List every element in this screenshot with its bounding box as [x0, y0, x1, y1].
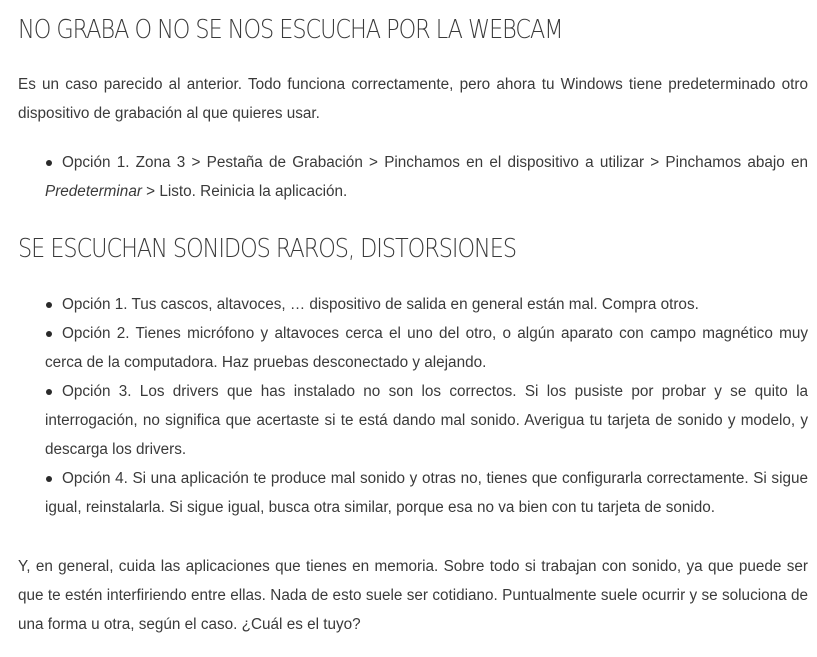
list-item-text: Opción 1. Tus cascos, altavoces, … dispositivo de salida en general están mal. Compra otros. — [62, 296, 699, 313]
section-paragraph-webcam: Es un caso parecido al anterior. Todo funciona correctamente, pero ahora tu Windows tiene predeterminado otro dispositivo de grabación al que quieres usar. — [18, 76, 808, 122]
list-item-text: Opción 2. Tienes micrófono y altavoces cerca el uno del otro, o algún aparato con campo magnético muy cerca de la computadora. Haz pruebas desconectado y alejando. — [45, 325, 808, 371]
list-item-text-after: > Listo. Reinicia la aplicación. — [141, 183, 348, 200]
section-heading-distortions: SE ESCUCHAN SONIDOS RAROS, DISTORSIONES — [18, 234, 516, 264]
bullet-dot-icon — [46, 389, 52, 395]
bullet-list-webcam — [18, 148, 808, 206]
list-item-text: Opción 3. Los drivers que has instalado no son los correctos. Si los pusiste por probar y se quito la interrogación, no significa que acertaste si te está dando mal sonido. Averigua tu tarjeta de sonido y modelo, y descarga los drivers. — [45, 383, 808, 458]
list-item — [18, 464, 808, 522]
list-item — [18, 148, 808, 206]
bullet-dot-icon — [46, 476, 52, 482]
list-item-text-before: Opción 1. Zona 3 > Pestaña de Grabación > Pinchamos en el dispositivo a utilizar > Pinchamos abajo en — [62, 154, 808, 171]
bullet-dot-icon — [46, 331, 52, 337]
list-item — [18, 319, 808, 377]
list-item — [18, 290, 808, 319]
list-item — [18, 377, 808, 464]
closing-paragraph: Y, en general, cuida las aplicaciones que tienes en memoria. Sobre todo si trabajan con sonido, ya que puede ser que te estén interfiriendo entre ellas. Nada de esto suele ser cotidiano. Puntualmente suele ocurrir y se soluciona de una forma u otra, según el caso. ¿Cuál es el tuyo? — [18, 558, 808, 633]
section-heading-webcam: NO GRABA O NO SE NOS ESCUCHA POR LA WEBCAM — [18, 15, 563, 45]
bullet-dot-icon — [46, 160, 52, 166]
list-item-text — [45, 148, 808, 206]
bullet-dot-icon — [46, 302, 52, 308]
bullet-list-distortions — [18, 290, 808, 522]
list-item-text-italic: Predeterminar — [45, 183, 142, 200]
list-item-text: Opción 4. Si una aplicación te produce mal sonido y otras no, tienes que configurarla correctamente. Si sigue igual, reinstalarla. Si sigue igual, busca otra similar, porque esa no va bien con tu tarjeta de sonido. — [45, 470, 808, 516]
